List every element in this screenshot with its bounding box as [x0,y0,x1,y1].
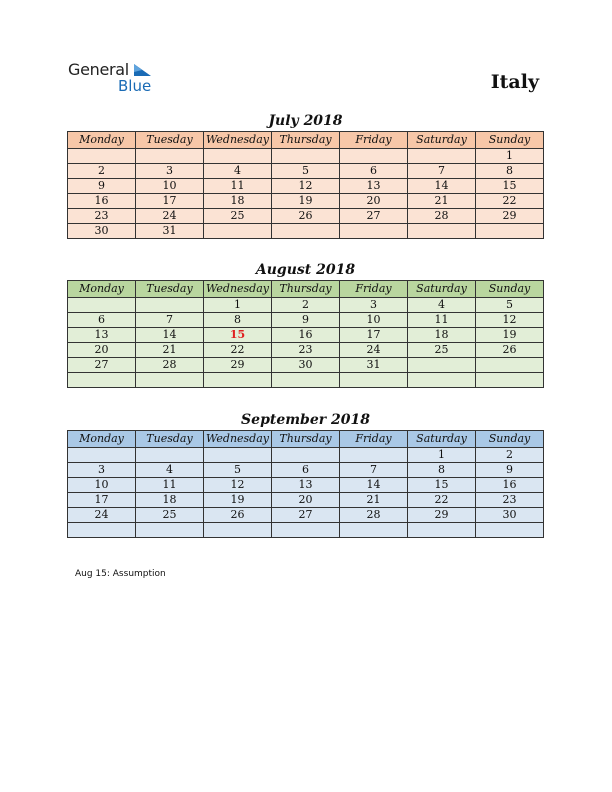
day-cell: 1 [204,298,272,313]
week-row [68,373,544,388]
day-cell [136,448,204,463]
day-cell: 17 [136,194,204,209]
logo-text-blue: Blue [118,77,152,95]
day-cell [272,149,340,164]
day-cell: 16 [68,194,136,209]
day-cell: 18 [408,328,476,343]
day-cell [340,373,408,388]
day-cell: 11 [204,179,272,194]
weekday-header: Tuesday [136,132,204,149]
day-cell [408,373,476,388]
day-cell: 10 [68,478,136,493]
week-row [68,149,544,164]
week-row [68,358,544,373]
day-cell: 7 [136,313,204,328]
day-cell: 19 [476,328,544,343]
day-cell: 19 [272,194,340,209]
day-cell: 2 [272,298,340,313]
day-cell: 20 [340,194,408,209]
day-cell: 1 [476,149,544,164]
day-cell: 14 [408,179,476,194]
weekday-header: Saturday [408,431,476,448]
day-cell [68,149,136,164]
day-cell: 21 [408,194,476,209]
day-cell: 30 [476,508,544,523]
day-cell: 24 [136,209,204,224]
week-row [68,328,544,343]
day-cell: 24 [68,508,136,523]
day-cell: 6 [68,313,136,328]
day-cell: 30 [68,224,136,239]
day-cell [340,448,408,463]
day-cell: 25 [408,343,476,358]
weekday-header: Friday [340,281,408,298]
country-title: Italy [490,71,539,93]
day-cell [340,523,408,538]
day-cell [204,523,272,538]
day-cell: 3 [68,463,136,478]
day-cell: 26 [204,508,272,523]
calendar-table [67,430,544,538]
day-cell: 29 [204,358,272,373]
day-cell: 10 [136,179,204,194]
day-cell [68,523,136,538]
week-row [68,343,544,358]
day-cell: 20 [272,493,340,508]
day-cell: 22 [408,493,476,508]
day-cell: 5 [204,463,272,478]
day-cell: 5 [476,298,544,313]
week-row [68,523,544,538]
week-row [68,493,544,508]
week-row [68,508,544,523]
day-cell: 13 [272,478,340,493]
day-cell [272,448,340,463]
day-cell: 23 [68,209,136,224]
day-cell: 20 [68,343,136,358]
day-cell: 8 [204,313,272,328]
week-row [68,179,544,194]
weekday-header: Thursday [272,281,340,298]
week-row [68,448,544,463]
day-cell: 7 [340,463,408,478]
day-cell: 27 [340,209,408,224]
weekday-header: Monday [68,281,136,298]
day-cell: 11 [136,478,204,493]
weekday-header: Sunday [476,132,544,149]
day-cell [340,149,408,164]
day-cell: 4 [204,164,272,179]
logo-text-general: General [68,60,129,79]
day-cell: 13 [68,328,136,343]
day-cell [408,224,476,239]
day-cell: 12 [476,313,544,328]
week-row [68,478,544,493]
day-cell: 4 [408,298,476,313]
month-title: July 2018 [268,113,343,129]
day-cell [340,224,408,239]
day-cell: 25 [204,209,272,224]
brand-logo [68,60,168,100]
day-cell: 17 [68,493,136,508]
day-cell: 9 [68,179,136,194]
month-title: September 2018 [241,412,370,428]
day-cell [68,373,136,388]
day-cell: 16 [476,478,544,493]
weekday-header: Wednesday [204,281,272,298]
day-cell: 12 [272,179,340,194]
day-cell [272,224,340,239]
day-cell: 18 [204,194,272,209]
weekday-header: Wednesday [204,431,272,448]
weekday-header: Friday [340,132,408,149]
week-row [68,298,544,313]
weekday-header: Friday [340,431,408,448]
day-cell [476,373,544,388]
day-cell: 6 [340,164,408,179]
day-cell: 7 [408,164,476,179]
day-cell: 24 [340,343,408,358]
day-cell: 21 [136,343,204,358]
day-cell: 4 [136,463,204,478]
day-cell: 26 [476,343,544,358]
day-cell: 15 [408,478,476,493]
day-cell [272,373,340,388]
weekday-header: Monday [68,132,136,149]
day-cell [476,358,544,373]
weekday-header: Thursday [272,132,340,149]
day-cell: 22 [204,343,272,358]
day-cell: 28 [408,209,476,224]
calendar-table [67,131,544,239]
week-row [68,194,544,209]
day-cell: 25 [136,508,204,523]
logo-triangle-icon [134,64,152,78]
week-row [68,463,544,478]
week-row [68,313,544,328]
month-title: August 2018 [255,262,356,278]
day-cell: 8 [476,164,544,179]
day-cell [136,149,204,164]
day-cell [408,358,476,373]
day-cell [408,523,476,538]
weekday-header: Wednesday [204,132,272,149]
weekday-header: Tuesday [136,431,204,448]
day-cell [68,448,136,463]
day-cell: 5 [272,164,340,179]
day-cell: 14 [340,478,408,493]
weekday-header: Saturday [408,132,476,149]
day-cell: 14 [136,328,204,343]
day-cell: 28 [340,508,408,523]
day-cell: 30 [272,358,340,373]
day-cell: 15 [204,328,272,343]
day-cell: 31 [136,224,204,239]
weekday-header: Sunday [476,281,544,298]
day-cell: 8 [408,463,476,478]
day-cell [204,448,272,463]
day-cell: 11 [408,313,476,328]
day-cell [136,373,204,388]
day-cell [136,298,204,313]
day-cell [204,373,272,388]
day-cell [272,523,340,538]
week-row [68,209,544,224]
day-cell: 27 [68,358,136,373]
day-cell: 26 [272,209,340,224]
day-cell [68,298,136,313]
day-cell: 3 [340,298,408,313]
month-august [67,260,544,388]
day-cell: 9 [476,463,544,478]
day-cell: 18 [136,493,204,508]
day-cell [204,224,272,239]
week-row [68,224,544,239]
day-cell: 6 [272,463,340,478]
day-cell [204,149,272,164]
month-july [67,111,544,239]
day-cell: 1 [408,448,476,463]
day-cell: 12 [204,478,272,493]
day-cell: 13 [340,179,408,194]
day-cell: 2 [68,164,136,179]
day-cell: 21 [340,493,408,508]
day-cell [136,523,204,538]
calendar-table [67,280,544,388]
day-cell: 19 [204,493,272,508]
weekday-header: Thursday [272,431,340,448]
day-cell: 9 [272,313,340,328]
day-cell [408,149,476,164]
day-cell: 22 [476,194,544,209]
weekday-header: Tuesday [136,281,204,298]
day-cell: 31 [340,358,408,373]
day-cell: 10 [340,313,408,328]
day-cell: 27 [272,508,340,523]
day-cell: 28 [136,358,204,373]
day-cell: 29 [408,508,476,523]
weekday-header: Sunday [476,431,544,448]
day-cell: 29 [476,209,544,224]
week-row [68,164,544,179]
day-cell [476,224,544,239]
day-cell: 2 [476,448,544,463]
weekday-header: Monday [68,431,136,448]
day-cell: 17 [340,328,408,343]
day-cell: 23 [476,493,544,508]
holiday-notes: Aug 15: Assumption [75,569,166,579]
month-september [67,410,544,538]
day-cell: 15 [476,179,544,194]
weekday-header: Saturday [408,281,476,298]
day-cell: 16 [272,328,340,343]
day-cell [476,523,544,538]
day-cell: 23 [272,343,340,358]
day-cell: 3 [136,164,204,179]
